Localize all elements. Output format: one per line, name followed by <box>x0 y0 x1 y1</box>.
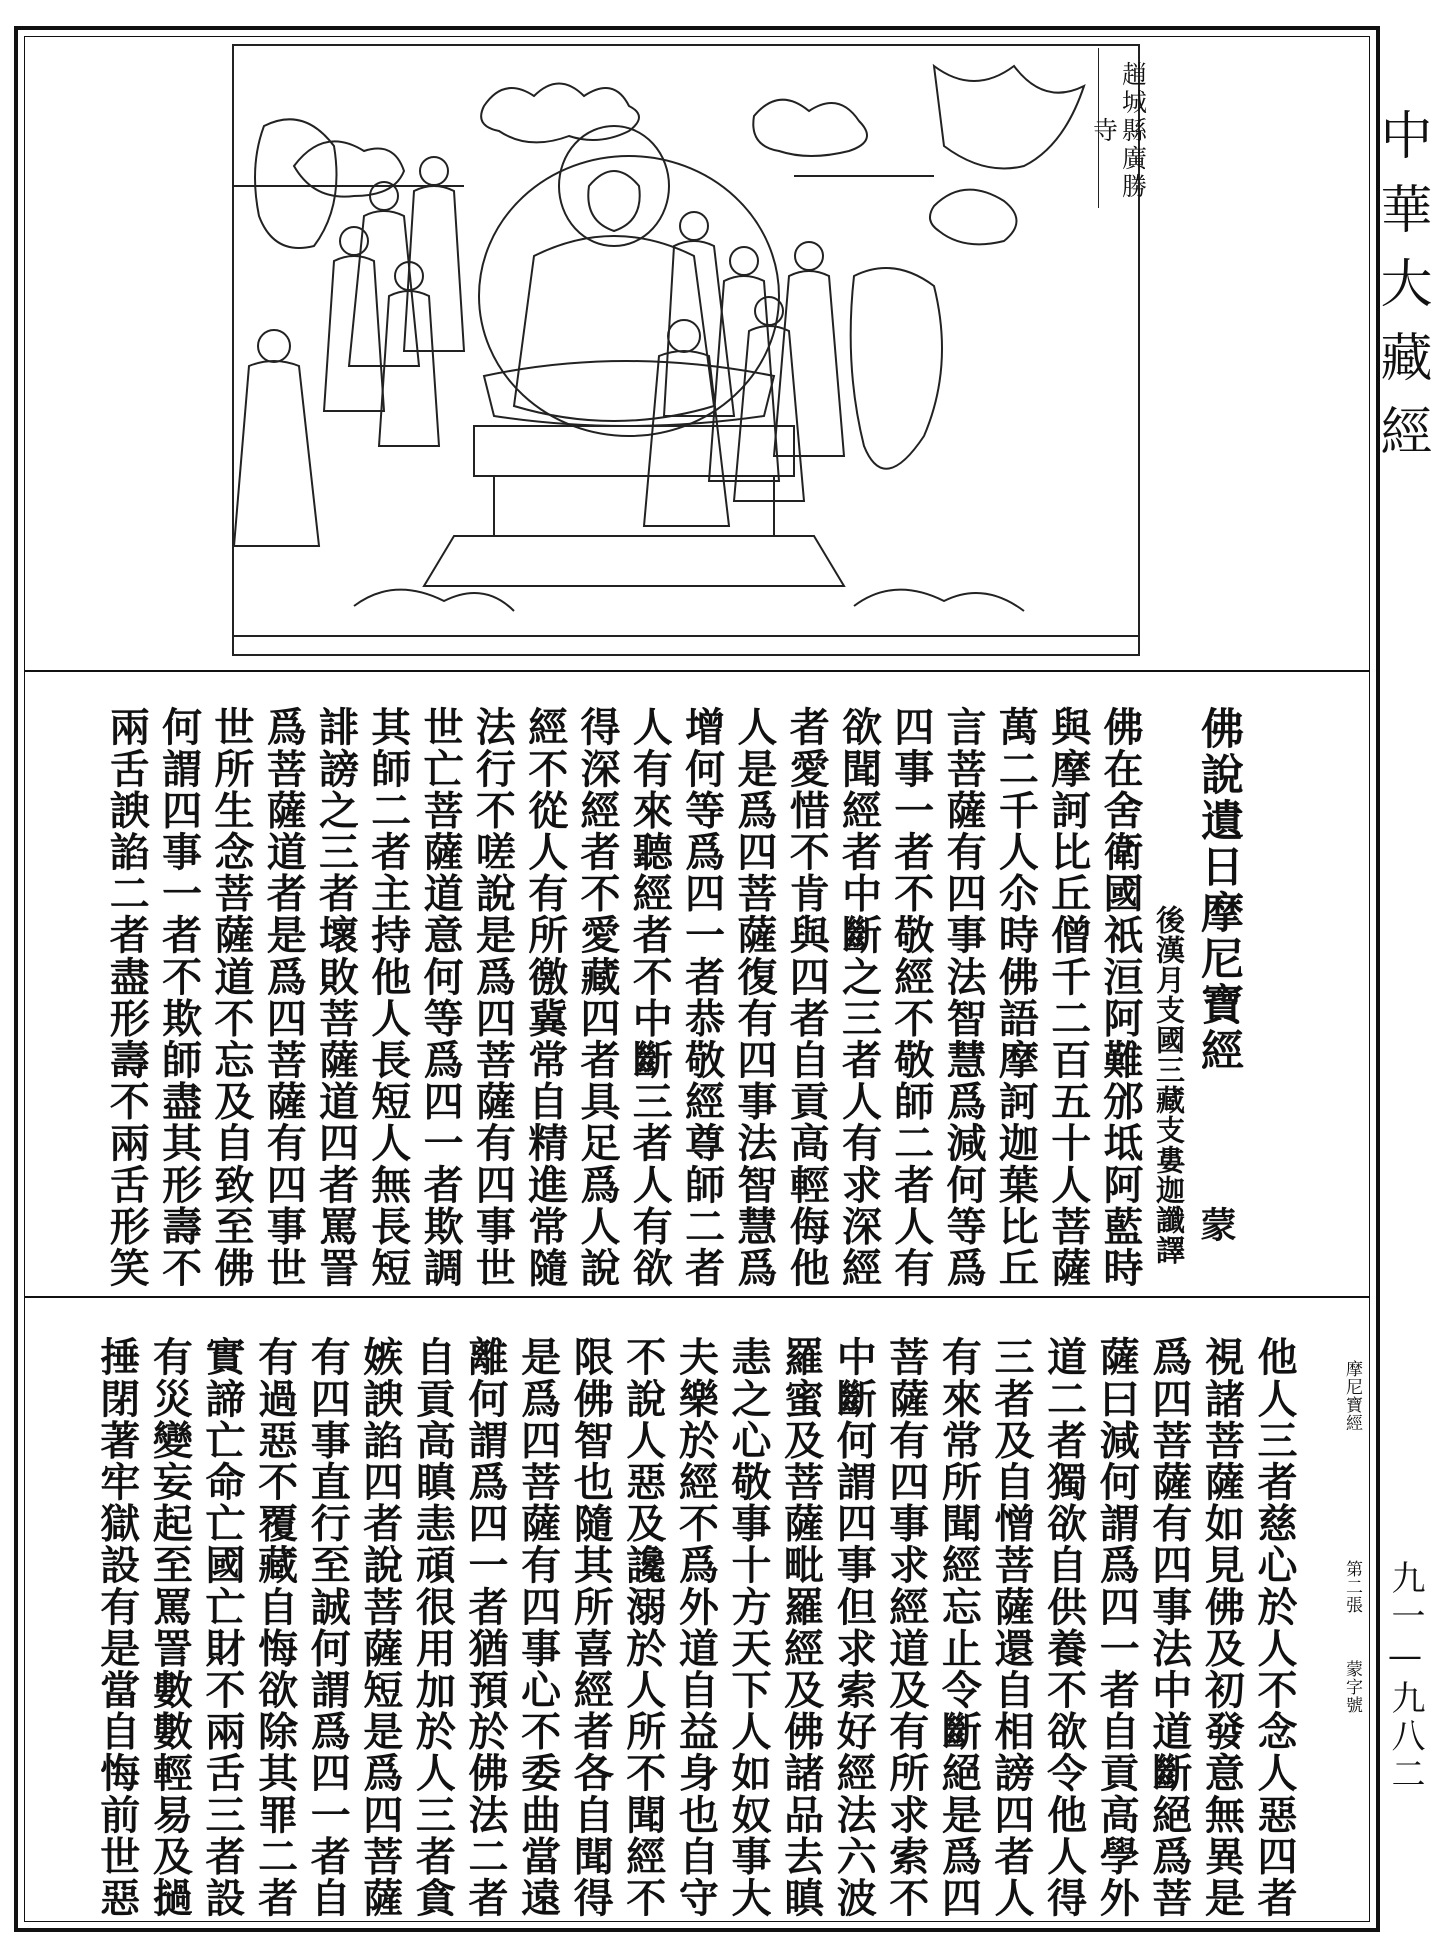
text-column: 捶閉著牢獄設有是當自悔前世惡 <box>93 1336 141 1919</box>
frontispiece-illustration <box>232 44 1140 656</box>
footer-volume-note: 摩尼寶經 <box>1342 1360 1362 1432</box>
text-column: 人有來聽經者不中斷三者人有欲 <box>626 706 674 1289</box>
buddha-assembly-drawing <box>234 46 1140 656</box>
volume-mark: 蒙 <box>1195 1206 1237 1242</box>
text-column: 羅蜜及菩薩毗羅經及佛諸品去瞋 <box>777 1336 825 1919</box>
text-column: 世所生念菩薩道不忘及自致至佛 <box>207 706 255 1289</box>
text-column: 人是爲四菩薩復有四事法智慧爲 <box>730 706 778 1289</box>
text-column: 離何謂爲四一者猶預於佛法二者 <box>462 1336 509 1919</box>
text-column: 經不從人有所徼冀常自精進常隨 <box>521 706 569 1289</box>
text-column: 有災變妄起至罵詈數數輕易及撾 <box>146 1336 194 1919</box>
illustration-inscription <box>1089 48 1148 208</box>
text-column: 增何等爲四一者恭敬經尊師二者 <box>678 706 726 1289</box>
inscription-text: 趙城縣廣勝寺 <box>1089 61 1148 201</box>
text-column: 薩曰減何謂爲四一者自貢高學外 <box>1093 1336 1141 1919</box>
text-column: 視諸菩薩如見佛及初發意無異是 <box>1198 1336 1246 1919</box>
text-column: 萬二千人尒時佛語摩訶迦葉比丘 <box>992 706 1040 1289</box>
text-column: 者愛惜不肯與四者自貢高輕侮他 <box>783 706 831 1289</box>
text-column: 是爲四菩薩有四事心不委曲當遠 <box>514 1336 562 1919</box>
text-column: 與摩訶比丘僧千二百五十人菩薩 <box>1044 706 1092 1289</box>
text-column: 其師二者主持他人長短人無長短 <box>364 706 412 1289</box>
text-column: 菩薩有四事求經道及有所求索不 <box>882 1336 930 1919</box>
text-column: 世亡菩薩道意何等爲四一者欺調 <box>417 706 465 1289</box>
text-column: 恚之心敬事十方天下人如奴事大 <box>725 1336 772 1919</box>
translator-line: 後漢月支國三藏支婁迦讖譯 <box>1152 905 1186 1265</box>
text-column: 實諦亡命亡國亡財不兩舌三者設 <box>199 1336 246 1919</box>
text-column: 言菩薩有四事法智慧爲減何等爲 <box>940 706 988 1289</box>
text-column: 何謂四事一者不欺師盡其形壽不 <box>155 706 203 1289</box>
text-column: 中斷何謂四事但求索好經法六波 <box>830 1336 878 1919</box>
page-number: 九一—九八二 <box>1385 1560 1425 1794</box>
text-column: 法行不嗟說是爲四菩薩有四事世 <box>469 706 517 1289</box>
text-column: 道二者獨欲自供養不欲令他人得 <box>1040 1336 1088 1919</box>
text-column: 爲菩薩道者是爲四菩薩有四事世 <box>260 706 308 1289</box>
sutra-title: 佛說遺日摩尼寶經 <box>1194 706 1244 1074</box>
footer-char-note: 蒙字號 <box>1342 1660 1362 1714</box>
text-column: 不說人惡及讒溺於人所不聞經不 <box>619 1336 667 1919</box>
text-column: 四事一者不敬經不敬師二者人有 <box>887 706 935 1289</box>
text-column: 誹謗之三者壞敗菩薩道四者罵詈 <box>312 706 360 1289</box>
text-column: 嫉諛諂四者說菩薩短是爲四菩薩 <box>356 1336 404 1919</box>
section-divider-bottom <box>24 1296 1370 1298</box>
text-column: 有四事直行至誠何謂爲四一者自 <box>304 1336 352 1919</box>
text-column: 兩舌諛諂二者盡形壽不兩舌形笑 <box>103 706 151 1289</box>
text-column: 爲四菩薩有四事法中道斷絕爲菩 <box>1145 1336 1193 1919</box>
text-column: 他人三者慈心於人不念人惡四者 <box>1251 1336 1298 1919</box>
text-column: 三者及自憎菩薩還自相謗四者人 <box>988 1336 1035 1919</box>
text-column: 得深經者不愛藏四者具足爲人說 <box>574 706 621 1289</box>
footer-sheet-note: 第二張 <box>1342 1560 1362 1614</box>
text-column: 自貢高瞋恚頑很用加於人三者貪 <box>409 1336 457 1919</box>
text-column: 佛在舍衛國祇洹阿難邠坻阿藍時 <box>1097 706 1144 1289</box>
text-column: 限佛智也隨其所喜經者各自聞得 <box>567 1336 615 1919</box>
text-column: 有過惡不覆藏自悔欲除其罪二者 <box>251 1336 299 1919</box>
collection-title: 中華大藏經 <box>1371 108 1431 478</box>
text-column: 夫樂於經不爲外道自益身也自守 <box>672 1336 720 1919</box>
section-divider-top <box>24 670 1370 672</box>
text-column: 有來常所聞經忘止令斷絕是爲四 <box>935 1336 983 1919</box>
text-column: 欲聞經者中斷之三者人有求深經 <box>835 706 883 1289</box>
